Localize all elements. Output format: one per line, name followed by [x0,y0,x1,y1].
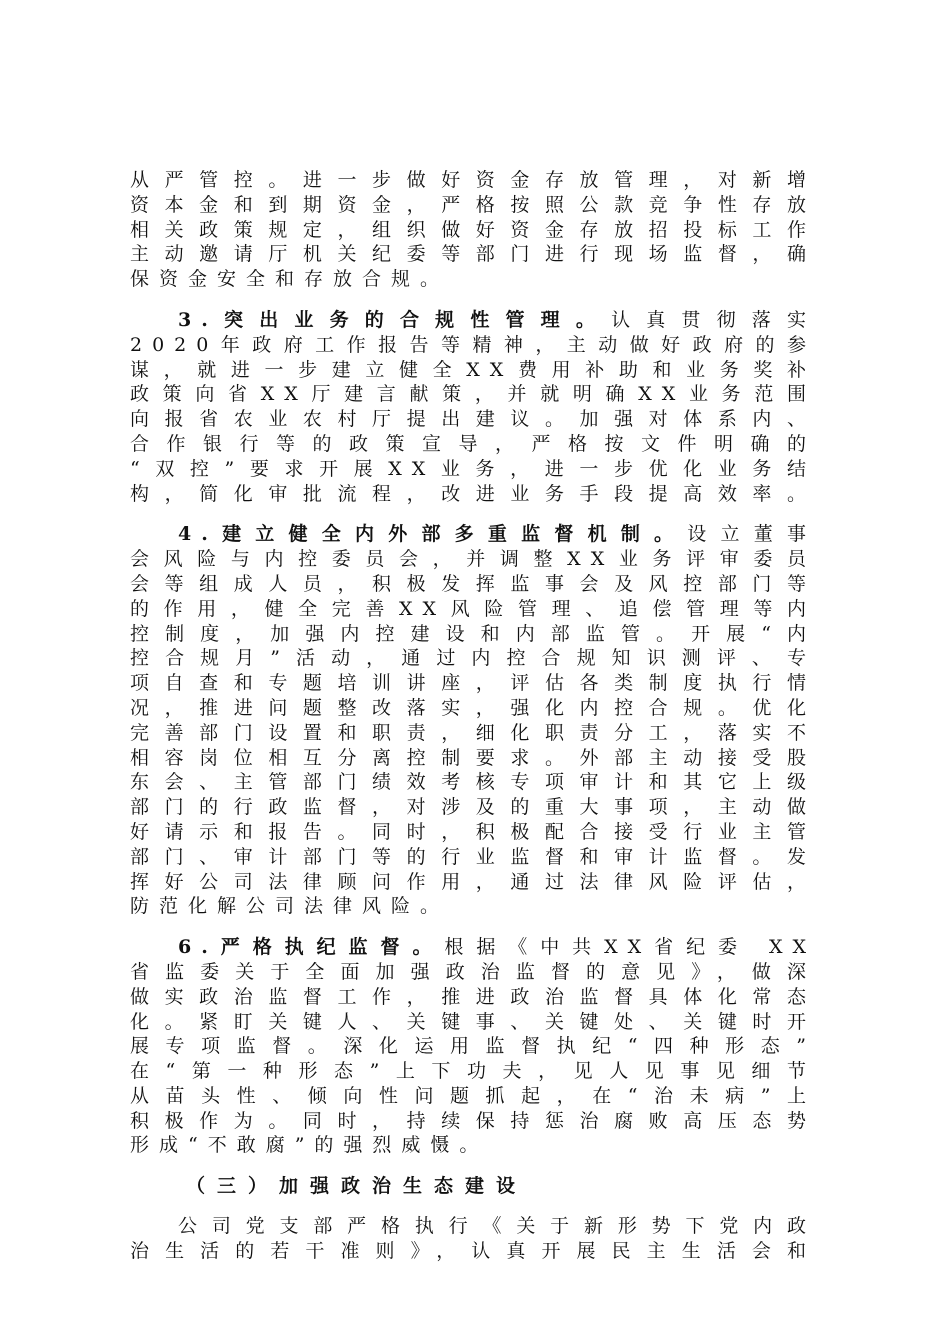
document-page [130,168,816,1264]
text-line: 防范化解公司法律风险。 [130,895,450,918]
text-line: 形成“不敢腐”的强烈威慑。 [130,1134,489,1157]
text-line: 完善部门设置和职责，细化职责分工，落实不 [130,721,816,744]
paragraph-party-life [130,1214,816,1264]
text-line: “双控”要求开展XX业务，进一步优化业务结 [130,457,816,480]
text-fragment: 设立董事 [687,523,816,546]
text-line: 谋，就进一步建立健全XX费用补助和业务奖补 [130,358,816,381]
text-line: 会等组成人员，积极发挥监事会及风控部门等 [130,572,816,595]
text-line: 省监委关于全面加强政治监督的意见》，做深 [130,960,816,983]
text-line: 好请示和报告。同时，积极配合接受行业主管 [130,820,816,843]
paragraph-supervision-mechanism [130,522,816,919]
text-line: 从苗头性、倾向性问题抓起，在“治未病”上 [130,1084,816,1107]
text-line: 况，推进问题整改落实，强化内控合规。优化 [130,696,816,719]
text-fragment: 认真贯彻落实 [611,308,816,331]
text-fragment: 根据《中共XX省纪委 XX [444,936,816,959]
text-line [130,308,816,333]
paragraph-lead: 3.突出业务的合规性管理。 [178,308,612,331]
text-line [130,935,816,960]
text-line: 从严管控。进一步做好资金存放管理，对新增 [130,169,816,191]
paragraph-fund-management [130,168,816,292]
text-line [130,522,816,547]
text-line: 的作用，健全完善XX风险管理、追偿管理等内 [130,597,816,620]
text-line: 向报省农业农村厅提出建议。加强对体系内、 [130,408,816,431]
paragraph-lead: 6.严格执纪监督。 [178,936,445,959]
text-line: 在“第一种形态”上下功夫，见人见事见细节 [130,1060,816,1083]
text-line: 控制度，加强内控建设和内部监管。开展“内 [130,622,816,645]
text-line: 会风险与内控委员会，并调整XX业务评审委员 [130,548,816,571]
text-line: 治生活的若干准则》，认真开展民主生活会和 [130,1240,816,1263]
text-line: 合作银行等的政策宣导，严格按文件明确的 [130,432,816,455]
text-line: 相关政策规定，组织做好资金存放招投标工作 [130,218,816,241]
text-line: 资本金和到期资金，严格按照公款竞争性存放 [130,193,816,216]
text-line: 主动邀请厅机关纪委等部门进行现场监督，确 [130,243,816,266]
text-line: 构，简化审批流程，改进业务手段提高效率。 [130,482,816,505]
text-line: 项自查和专题培训讲座，评估各类制度执行情 [130,672,816,695]
text-line: 控合规月”活动，通过内控合规知识测评、专 [130,647,816,670]
paragraph-lead: 4.建立健全内外部多重监督机制。 [178,523,688,546]
paragraph-discipline-supervision [130,935,816,1158]
text-line: 公司党支部严格执行《关于新形势下党内政 [178,1215,816,1238]
text-line: 东会、主管部门绩效考核专项审计和其它上级 [130,771,816,794]
text-line: 积极作为。同时，持续保持惩治腐败高压态势 [130,1109,816,1132]
text-line: 部门、审计部门等的行业监督和审计监督。发 [130,845,816,868]
text-line: 政策向省XX厅建言献策，并就明确XX业务范围 [130,383,816,406]
text-line: 展专项监督。深化运用监督执纪“四种形态” [130,1035,816,1058]
text-line: 做实政治监督工作，推进政治监督具体化常态 [130,985,816,1008]
text-line: 挥好公司法律顾问作用，通过法律风险评估， [130,870,816,893]
paragraph-business-compliance [130,308,816,506]
text-line: 部门的行政监督，对涉及的重大事项，主动做 [130,796,816,819]
text-line: 2020年政府工作报告等精神，主动做好政府的参 [130,333,816,356]
text-line: 化。紧盯关键人、关键事、关键处、关键时开 [130,1010,816,1033]
text-line: 相容岗位相互分离控制要求。外部主动接受股 [130,746,816,769]
section-heading: （三）加强政治生态建设 [186,1175,528,1198]
text-line: 保资金安全和存放合规。 [130,268,450,291]
